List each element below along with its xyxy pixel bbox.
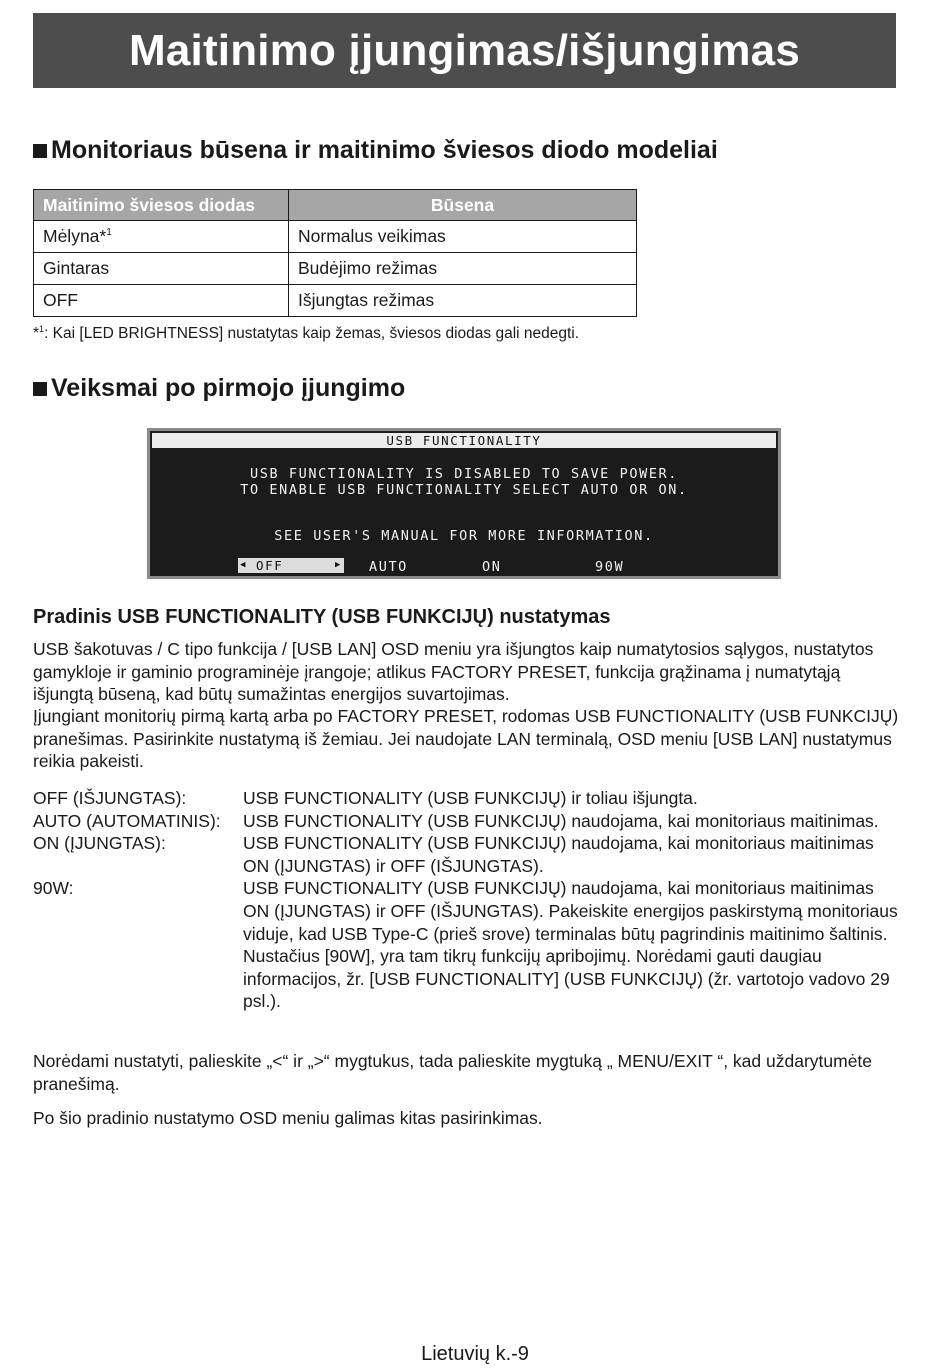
definition-term: 90W: xyxy=(33,878,74,899)
osd-option-off-selected[interactable]: ◀ OFF ▶ xyxy=(240,558,342,573)
osd-message-line: TO ENABLE USB FUNCTIONALITY SELECT AUTO OR ON. xyxy=(240,482,688,498)
osd-usb-functionality-screen xyxy=(147,428,781,579)
arrow-left-icon: ◀ xyxy=(240,560,248,570)
section-heading-text: Veiksmai po pirmojo įjungimo xyxy=(51,374,406,402)
table-cell-state: Budėjimo režimas xyxy=(289,253,637,285)
arrow-right-icon: ▶ xyxy=(334,560,342,570)
osd-message-line: SEE USER'S MANUAL FOR MORE INFORMATION. xyxy=(274,528,654,544)
table-cell-state: Normalus veikimas xyxy=(289,221,637,253)
osd-option-auto[interactable]: AUTO xyxy=(369,559,408,575)
paragraph-closing-1: Norėdami nustatyti, palieskite „<“ ir „>“ mygtukus, tada palieskite mygtuką „ MENU/EXIT “, kad uždarytumėte pranešimą. xyxy=(33,1051,873,1094)
definition-term: AUTO (AUTOMATINIS): xyxy=(33,810,221,831)
list-item xyxy=(33,787,903,810)
column-header-state: Būsena xyxy=(289,190,637,221)
table-footnote: *$^1$: Kai [LED BRIGHTNESS] nustatytas kaip žemas, šviesos diodas gali nedegti. xyxy=(33,324,580,343)
footnote-ref: 1 xyxy=(106,227,112,239)
section-heading-led-states xyxy=(33,136,718,165)
osd-option-on[interactable]: ON xyxy=(482,559,502,575)
table-header-row xyxy=(34,190,637,221)
table-row xyxy=(34,285,637,317)
page-title: Maitinimo įjungimas/išjungimas xyxy=(129,25,800,75)
table-row xyxy=(34,221,637,253)
table-cell-led: Mėlyna*$^1$ xyxy=(34,221,289,253)
subheading-usb-setup: Pradinis USB FUNCTIONALITY (USB FUNKCIJŲ) nustatymas xyxy=(33,606,611,628)
paragraph-intro-2: Įjungiant monitorių pirmą kartą arba po FACTORY PRESET, rodomas USB FUNCTIONALITY (USB FUNKCIJŲ) pranešimas. Pasirinkite nustatymą iš žemiau. Jei naudojate LAN terminalą, OSD meniu [USB LAN] nustatymus reikia pakeisti. xyxy=(33,706,899,772)
definition-desc: USB FUNCTIONALITY (USB FUNKCIJŲ) ir toliau išjungta. xyxy=(243,788,698,808)
list-item xyxy=(33,810,903,833)
list-item xyxy=(33,832,903,877)
table-cell-led: OFF xyxy=(34,285,289,317)
definition-desc: USB FUNCTIONALITY (USB FUNKCIJŲ) naudojama, kai monitoriaus maitinimas ON (ĮJUNGTAS) ir OFF (IŠJUNGTAS). Pakeiskite energijos paskirstymą monitoriaus viduje, kad USB Type-C (prieš srove) terminalas būtų pagrindinis maitinimo šaltinis. Nustačius [90W], yra tam tikrų funkcijų apribojimų. Norėdami gauti daugiau informacijos, žr. [USB FUNCTIONALITY] (USB FUNKCIJŲ) (žr. vartotojo vadovo 29 psl.). xyxy=(243,878,898,1012)
page-number: Lietuvių k.-9 xyxy=(421,1343,529,1365)
paragraph-intro-1: USB šakotuvas / C tipo funkcija / [USB LAN] OSD meniu yra išjungtos kaip numatytosios sąlygos, nustatytos gamykloje ir gaminio programinėje įrangoje; atlikus FACTORY PRESET, funkcija grąžinama į numatytąją išjungtą būseną, kad būtų sumažintas energijos suvartojimas. xyxy=(33,639,874,705)
definition-term: OFF (IŠJUNGTAS): xyxy=(33,788,187,808)
led-state-table xyxy=(33,189,637,317)
square-bullet-icon xyxy=(33,382,47,396)
section-heading-first-power-on xyxy=(33,374,405,403)
option-definitions xyxy=(33,787,903,1013)
paragraph-closing-2: Po šio pradinio nustatymo OSD meniu galimas kitas pasirinkimas. xyxy=(33,1108,543,1128)
table-cell-state: Išjungtas režimas xyxy=(289,285,637,317)
square-bullet-icon xyxy=(33,144,47,158)
page-title-bar xyxy=(33,13,896,88)
definition-desc: USB FUNCTIONALITY (USB FUNKCIJŲ) naudojama, kai monitoriaus maitinimas. xyxy=(243,810,879,831)
definition-desc: USB FUNCTIONALITY (USB FUNKCIJŲ) naudojama, kai monitoriaus maitinimas ON (ĮJUNGTAS) ir OFF (IŠJUNGTAS). xyxy=(243,833,874,876)
osd-message-line: USB FUNCTIONALITY IS DISABLED TO SAVE POWER. xyxy=(249,466,679,482)
column-header-led: Maitinimo šviesos diodas xyxy=(34,190,289,221)
list-item xyxy=(33,877,903,1013)
osd-title: USB FUNCTIONALITY xyxy=(152,433,776,448)
osd-option-90w[interactable]: 90W xyxy=(595,559,625,575)
table-row xyxy=(34,253,637,285)
section-heading-text: Monitoriaus būsena ir maitinimo šviesos diodo modeliai xyxy=(51,136,718,164)
definition-term: ON (ĮJUNGTAS): xyxy=(33,833,166,854)
table-cell-led: Gintaras xyxy=(34,253,289,285)
